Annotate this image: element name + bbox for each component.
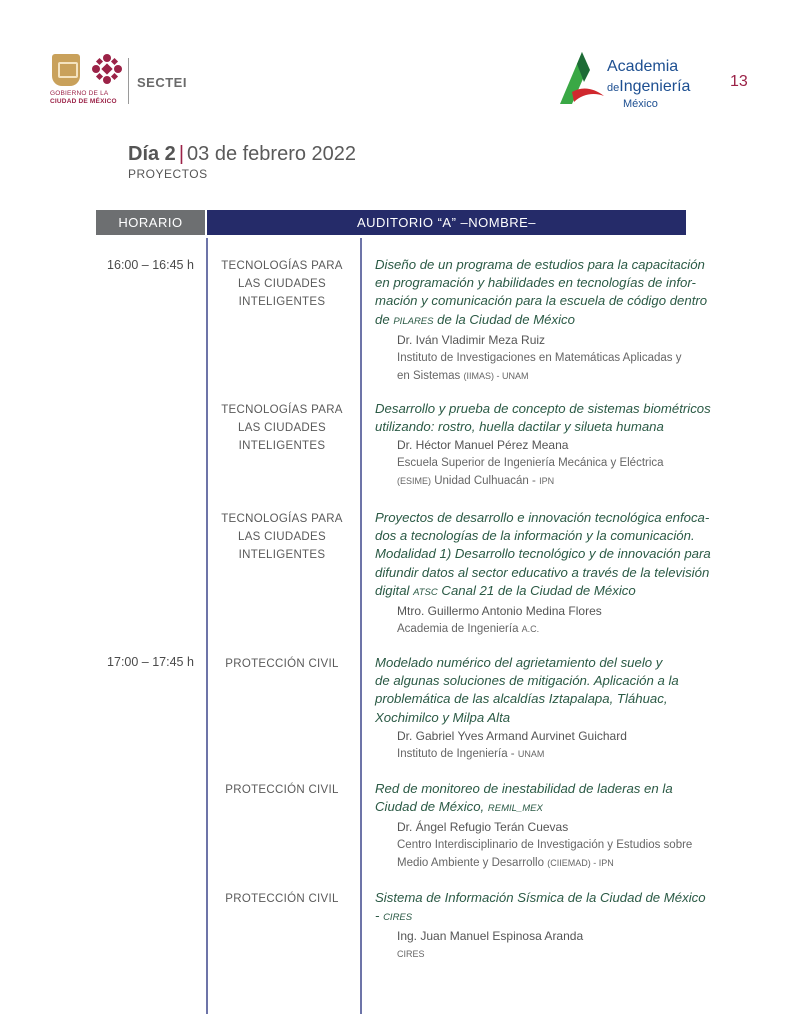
project-entry	[375, 889, 735, 963]
project-institution: Instituto de Investigaciones en Matemáticas Aplicadas y en Sistemas (IIMAS) - UNAM	[397, 351, 682, 382]
sectei-label: SECTEI	[137, 75, 187, 90]
category-label: PROTECCIÓN CIVIL	[225, 893, 339, 905]
project-title: Red de monitoreo de inestabilidad de laderas en la Ciudad de México, REMIL_MEX	[375, 781, 673, 815]
project-entry	[375, 509, 735, 638]
project-researcher: Dr. Héctor Manuel Pérez Meana	[397, 438, 569, 453]
project-institution: Centro Interdisciplinario de Investigación y Estudios sobre Medio Ambiente y Desarrollo (CIIEMAD) - IPN	[397, 839, 693, 870]
time-slot-2: 17:00 – 17:45 h	[107, 655, 194, 669]
day-title: Día 2 | 03 de febrero 2022	[128, 143, 357, 165]
cdmx-shield-icon	[52, 54, 80, 86]
project-title: Diseño de un programa de estudios para la capacitación en programación y habilidades en tecnologías de infor- mación y comunicación para la escuela de código dentro de PILARES de la Ciudad de México	[375, 257, 708, 327]
column-header-auditorio: AUDITORIO “A” –NOMBRE–	[207, 210, 686, 235]
project-entry	[375, 780, 735, 872]
project-title: Proyectos de desarrollo e innovación tecnológica enfoca- dos a tecnologías de la información y la comunicación. Modalidad 1) Desarrollo tecnológico y de innovación para difundir datos al sector educativo a través de la televisión digital ATSC Canal 21 de la Ciudad de México	[375, 510, 711, 598]
project-researcher: Mtro. Guillermo Antonio Medina Flores	[397, 604, 602, 619]
project-entry	[375, 654, 735, 763]
project-institution: Academia de Ingeniería A.C.	[397, 623, 540, 636]
header-divider	[128, 58, 129, 104]
project-researcher: Ing. Juan Manuel Espinosa Aranda	[397, 929, 584, 944]
project-researcher: Dr. Iván Vladimir Meza Ruiz	[397, 332, 546, 347]
category-label: TECNOLOGÍAS PARA LAS CIUDADES INTELIGENTES	[221, 513, 343, 561]
project-title: Desarrollo y prueba de concepto de sistemas biométricos utilizando: rostro, huella dactilar y silueta humana	[375, 401, 711, 435]
project-entry	[375, 400, 735, 490]
category-label: PROTECCIÓN CIVIL	[225, 784, 339, 796]
category-label: TECNOLOGÍAS PARA LAS CIUDADES INTELIGENTES	[221, 404, 343, 452]
cdmx-cross-icon	[90, 52, 124, 86]
project-institution: Instituto de Ingeniería - UNAM	[397, 747, 545, 760]
project-institution: CIRES	[397, 949, 425, 960]
gobierno-cdmx-text: GOBIERNO DE LA CIUDAD DE MÉXICO	[50, 90, 117, 105]
project-researcher: Dr. Ángel Refugio Terán Cuevas	[397, 820, 569, 835]
academia-ingenieria-icon	[560, 52, 604, 108]
time-slot-1: 16:00 – 16:45 h	[107, 258, 194, 272]
column-divider	[206, 238, 208, 1014]
category-label: TECNOLOGÍAS PARA LAS CIUDADES INTELIGENTES	[221, 260, 343, 308]
page-number: 13	[730, 73, 748, 90]
gobierno-cdmx-logo	[50, 50, 130, 110]
academia-ingenieria-logo: Academia deIngeniería México	[560, 52, 710, 112]
project-title: Sistema de Información Sísmica de la Ciudad de México - CIRES	[375, 890, 706, 924]
column-divider	[360, 238, 362, 1014]
project-researcher: Dr. Gabriel Yves Armand Aurvinet Guichard	[397, 728, 627, 743]
project-entry	[375, 256, 735, 385]
project-title: Modelado numérico del agrietamiento del suelo y de algunas soluciones de mitigación. Aplicación a la problemática de las alcaldías Iztapalapa, Tláhuac, Xochimilco y Milpa Alta	[375, 655, 679, 725]
column-header-horario: HORARIO	[96, 210, 205, 235]
day-subtitle: PROYECTOS	[128, 167, 208, 181]
category-label: PROTECCIÓN CIVIL	[225, 658, 339, 670]
project-institution: Escuela Superior de Ingeniería Mecánica y Eléctrica (ESIME) Unidad Culhuacán - IPN	[397, 457, 664, 488]
